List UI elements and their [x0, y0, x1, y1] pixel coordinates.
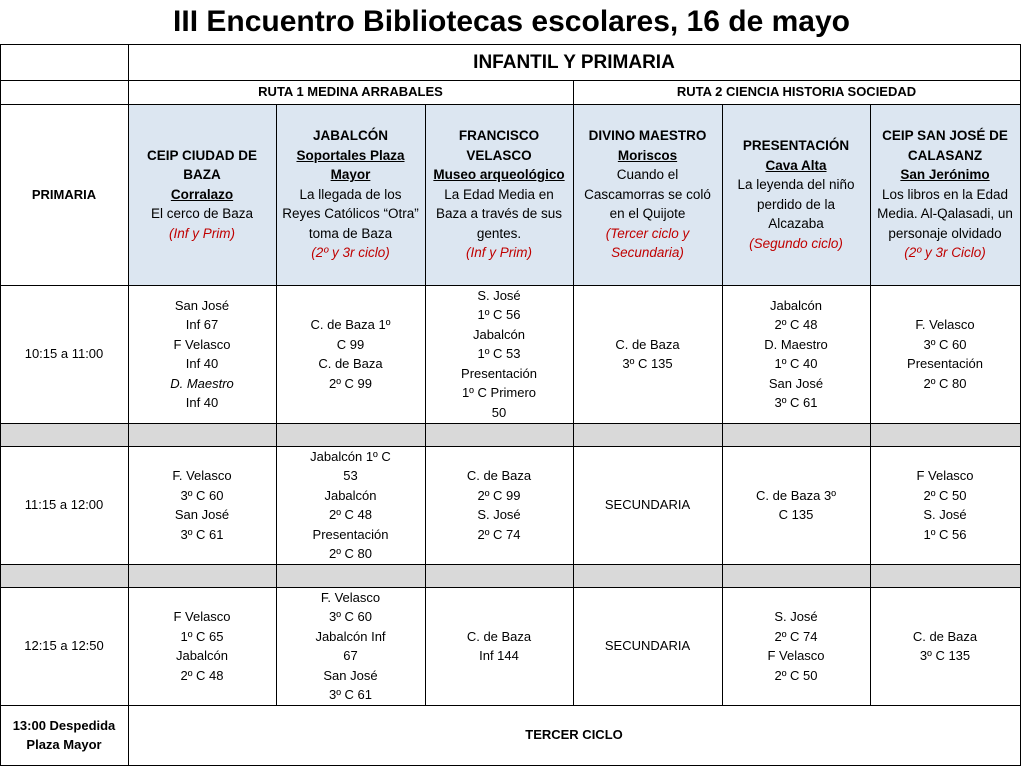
schedule-line: Presentación	[461, 365, 537, 381]
grid-line	[870, 104, 871, 705]
grid-line	[722, 104, 723, 705]
schedule-line: San José	[323, 667, 378, 683]
schedule-line: C. de Baza 1º C 99	[310, 317, 391, 352]
grid-line	[0, 564, 1021, 565]
route-1-header: RUTA 1 MEDINA ARRABALES	[258, 84, 443, 100]
levels-text: (2º y 3r Ciclo)	[904, 245, 986, 261]
schedule-line: 2º C 99	[477, 487, 521, 503]
schedule-line: C. de Baza	[615, 336, 680, 352]
activity-title: La leyenda del niño perdido de la Alcazaba	[737, 177, 855, 231]
schedule-line: Jabalcón 1º C 53	[310, 448, 391, 483]
schedule-line: 1º C 65	[180, 628, 224, 644]
schedule-line: S. José	[923, 507, 967, 522]
school-name: FRANCISCO VELASCO	[458, 128, 540, 163]
schedule-line: C. de Baza 3º C 135	[756, 487, 836, 522]
route-2-header: RUTA 2 CIENCIA HISTORIA SOCIEDAD	[676, 84, 917, 100]
grid-line	[573, 80, 574, 705]
school-name: DIVINO MAESTRO	[588, 128, 707, 144]
primaria-label: PRIMARIA	[31, 186, 97, 202]
time-cell: 11:15 a 12:00	[24, 497, 104, 513]
schedule-line: F. Velasco	[915, 317, 975, 332]
schedule-cell	[128, 446, 276, 564]
grid-line	[0, 44, 1, 766]
schedule-cell	[722, 285, 870, 423]
schedule-line: 1º C 56	[477, 307, 521, 323]
grid-line	[276, 104, 277, 705]
schedule-line: 1º C 53	[477, 346, 521, 362]
schedule-line: 2º C 48	[774, 317, 818, 332]
activity-title: Los libros en la Edad Media. Al-Qalasadi, un personaje olvidado	[877, 186, 1013, 241]
grid-line	[0, 80, 1021, 81]
schedule-cell	[276, 446, 425, 564]
schedule-line: F Velasco	[767, 648, 825, 663]
activity-title: La Edad Media en Baza a través de sus gentes.	[435, 186, 563, 241]
grid-line	[128, 44, 129, 766]
schedule-cell	[573, 285, 722, 423]
schedule-line: C. de Baza	[466, 468, 532, 483]
schedule-cell	[425, 446, 573, 564]
place-name: Cava Alta	[765, 157, 827, 173]
schedule-line: 3º C 61	[774, 395, 818, 410]
grid-line	[0, 285, 1021, 286]
schedule-line: F Velasco	[173, 336, 231, 352]
activity-header-cell	[573, 104, 722, 285]
schedule-line: Jabalcón	[175, 648, 229, 663]
schedule-cell	[573, 587, 722, 705]
schedule-cell	[870, 285, 1020, 423]
schedule-line: F. Velasco	[172, 468, 232, 483]
schedule-line: Inf 40	[185, 395, 219, 410]
farewell-group: TERCER CICLO	[525, 727, 623, 743]
schedule-cell	[276, 587, 425, 705]
schedule-line: 3º C 61	[328, 687, 373, 702]
schedule-line: 3º C 60	[328, 609, 373, 624]
schedule-line: C. de Baza Inf 144	[466, 628, 532, 663]
activity-title: La llegada de los Reyes Católicos “Otra” toma de Baza	[282, 186, 419, 241]
grid-line	[0, 44, 1021, 45]
school-name: CEIP CIUDAD DE BAZA	[146, 147, 258, 183]
schedule-cell	[128, 285, 276, 423]
activity-title: El cerco de Baza	[150, 206, 254, 222]
schedule-line: 2º C 80	[328, 546, 373, 561]
schedule-line: SECUNDARIA	[604, 638, 691, 654]
activity-header-cell	[128, 104, 276, 285]
schedule-line: Jabalcón	[769, 297, 823, 313]
schedule-line: 2º C 50	[774, 667, 818, 683]
schedule-line: Presentación	[907, 356, 983, 371]
place-name: Corralazo	[170, 186, 234, 202]
school-name: CEIP SAN JOSÉ DE CALASANZ	[882, 128, 1008, 163]
activity-header-cell	[722, 104, 870, 285]
schedule-cell	[722, 446, 870, 564]
schedule-line: F Velasco	[173, 609, 231, 624]
grid-line	[0, 423, 1021, 424]
schedule-line: Inf 67	[185, 317, 219, 332]
schedule-line: 3º C 60	[923, 336, 967, 352]
schedule-cell	[425, 587, 573, 705]
levels-text: (Tercer ciclo y Secundaria)	[605, 225, 690, 261]
place-name: Moriscos	[617, 147, 678, 163]
schedule-line: 1º C 40	[774, 356, 818, 371]
schedule-line: S. José	[774, 609, 818, 624]
grid-line	[0, 446, 1021, 447]
schedule-line: 3º C 135	[622, 356, 673, 371]
schedule-line: San José	[174, 507, 230, 522]
activity-title: Cuando el Cascamorras se coló en el Quijote	[584, 167, 711, 222]
separator-row	[0, 564, 1020, 587]
farewell-text: 13:00 Despedida Plaza Mayor	[12, 717, 116, 752]
separator-row	[0, 423, 1020, 446]
grid-line	[425, 104, 426, 705]
schedule-line: S. José	[477, 287, 521, 303]
schedule-line: C. de Baza	[318, 356, 383, 371]
schedule-line: D. Maestro	[170, 375, 234, 391]
activity-header-cell	[425, 104, 573, 285]
levels-text: (2º y 3r ciclo)	[311, 245, 390, 261]
levels-text: (Inf y Prim)	[169, 225, 235, 241]
schedule-line: 2º C 80	[923, 375, 967, 391]
schedule-line: 2º C 99	[328, 375, 373, 391]
schedule-line: C. de Baza	[912, 628, 978, 644]
stage-header: INFANTIL Y PRIMARIA	[473, 51, 675, 73]
schedule-line: 2º C 74	[477, 526, 521, 542]
place-name: Museo arqueológico	[433, 167, 565, 183]
schedule-line: San José	[768, 375, 824, 391]
place-name: San Jerónimo	[900, 167, 990, 183]
grid-line	[1020, 44, 1021, 766]
schedule-line: Presentación	[312, 526, 389, 542]
school-name: JABALCÓN	[312, 128, 388, 144]
schedule-line: 2º C 48	[328, 507, 373, 522]
grid-line	[0, 104, 1021, 105]
place-name: Soportales Plaza Mayor	[296, 147, 405, 183]
schedule-cell	[276, 285, 425, 423]
schedule-cell	[573, 446, 722, 564]
levels-text: (Inf y Prim)	[466, 245, 532, 261]
schedule-cell	[870, 587, 1020, 705]
schedule-line: F. Velasco	[320, 589, 381, 605]
grid-line	[0, 587, 1021, 588]
schedule-line: 3º C 60	[180, 487, 224, 503]
schedule-line: Inf 40	[185, 356, 219, 371]
levels-text: (Segundo ciclo)	[749, 235, 843, 251]
activity-header-cell	[870, 104, 1020, 285]
schedule-line: F Velasco	[916, 468, 974, 483]
schedule-line: S. José	[477, 507, 521, 522]
schedule-line: 1º C Primero 50	[461, 385, 537, 420]
schedule-cell	[870, 446, 1020, 564]
schedule-line: Jabalcón	[324, 487, 377, 503]
time-cell: 10:15 a 11:00	[24, 346, 104, 362]
schedule-line: 2º C 50	[923, 487, 967, 503]
grid-line	[0, 765, 1021, 766]
farewell-cell	[0, 705, 128, 765]
schedule-line: Jabalcón	[472, 326, 526, 342]
schedule-line: 1º C 56	[923, 526, 967, 542]
page-title: III Encuentro Bibliotecas escolares, 16 de mayo	[173, 5, 850, 38]
schedule-line: SECUNDARIA	[604, 497, 691, 513]
schedule-line: Jabalcón Inf 67	[315, 628, 386, 663]
schedule-line: 2º C 74	[774, 628, 818, 644]
activity-header-cell	[276, 104, 425, 285]
schedule-line: 3º C 61	[180, 526, 224, 542]
school-name: PRESENTACIÓN	[742, 138, 850, 153]
schedule-line: 3º C 135	[919, 648, 971, 663]
schedule-line: D. Maestro	[764, 336, 828, 352]
schedule-cell	[425, 285, 573, 423]
grid-line	[0, 705, 1021, 706]
schedule-cell	[128, 587, 276, 705]
time-cell: 12:15 a 12:50	[24, 638, 104, 654]
schedule-line: 2º C 48	[180, 667, 224, 683]
schedule-line: San José	[174, 297, 230, 313]
schedule-cell	[722, 587, 870, 705]
